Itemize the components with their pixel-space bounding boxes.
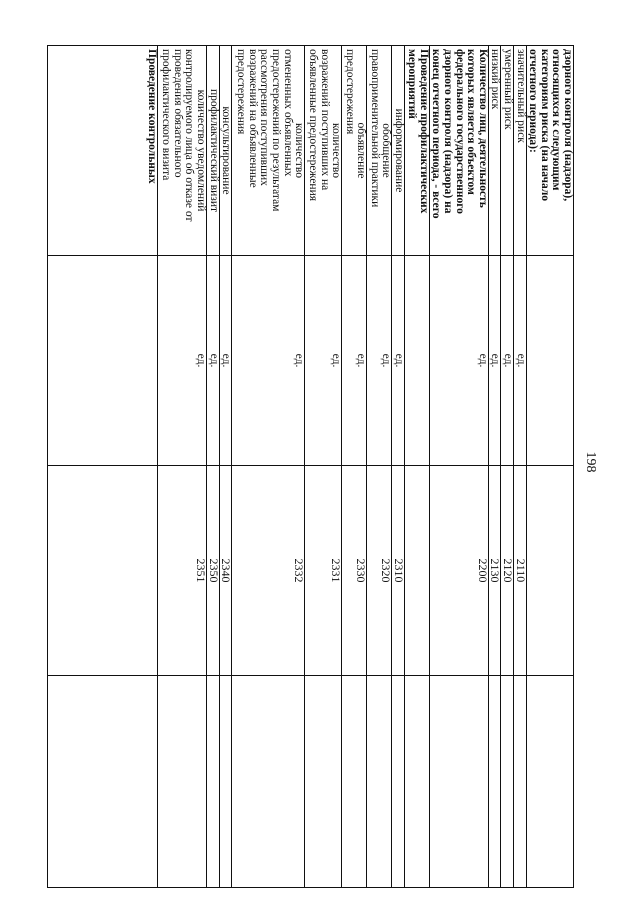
table-row xyxy=(48,46,158,888)
indicator-line: количество xyxy=(293,123,306,178)
table-row xyxy=(367,46,392,888)
unit-cell: ед. xyxy=(429,256,488,466)
value-cell[interactable] xyxy=(501,676,514,888)
value-cell[interactable] xyxy=(404,676,429,888)
unit-cell xyxy=(526,256,573,466)
indicator-line: объявление xyxy=(355,122,368,179)
table-body xyxy=(48,46,574,888)
table-row xyxy=(526,46,573,888)
indicator-line: информирование xyxy=(392,108,405,193)
indicator-line: возражений поступивших на xyxy=(318,49,331,191)
row-code-cell: 2200 xyxy=(429,466,488,676)
indicator-line: дзорного контроля (надзора), xyxy=(562,49,574,202)
row-code-cell xyxy=(48,466,158,676)
table-row xyxy=(158,46,207,888)
indicator-line: относящихся к следующим xyxy=(550,49,563,191)
table-row xyxy=(501,46,514,888)
indicator-cell xyxy=(526,46,573,256)
row-code-cell xyxy=(404,466,429,676)
indicator-line: обобщение xyxy=(380,123,393,178)
row-code-cell: 2340 xyxy=(219,466,232,676)
table-row xyxy=(207,46,220,888)
value-cell[interactable] xyxy=(367,676,392,888)
statistics-form-table xyxy=(47,45,574,888)
unit-cell: ед. xyxy=(232,256,305,466)
indicator-line: профилактический визит xyxy=(207,88,220,213)
unit-cell: ед. xyxy=(392,256,405,466)
indicator-line: правоприменительной практики xyxy=(368,49,381,208)
indicator-line: проведения обязательного xyxy=(171,49,184,178)
indicator-line: Количество лиц, деятельность xyxy=(476,49,489,208)
indicator-line: конец отчетного периода, - всего xyxy=(430,49,443,219)
indicator-line: категориям риска (на начало xyxy=(538,49,551,202)
indicator-cell xyxy=(514,46,527,256)
indicator-cell xyxy=(404,46,429,256)
unit-cell xyxy=(404,256,429,466)
row-code-cell: 2332 xyxy=(232,466,305,676)
indicator-cell xyxy=(429,46,488,256)
unit-cell: ед. xyxy=(501,256,514,466)
indicator-cell xyxy=(219,46,232,256)
indicator-cell xyxy=(158,46,207,256)
unit-cell: ед. xyxy=(219,256,232,466)
indicator-cell xyxy=(392,46,405,256)
table-row xyxy=(392,46,405,888)
table-row xyxy=(404,46,429,888)
indicator-line: низкий риск xyxy=(489,49,502,110)
indicator-line: умеренный риск xyxy=(502,49,515,130)
row-code-cell: 2120 xyxy=(501,466,514,676)
indicator-line: возражений на объявленные xyxy=(246,49,259,188)
indicator-line: предостережения xyxy=(343,49,356,135)
rotated-table-container xyxy=(47,45,574,887)
row-code-cell xyxy=(526,466,573,676)
indicator-line: отмененных объявленных xyxy=(281,49,294,177)
unit-cell xyxy=(48,256,158,466)
indicator-line: количество уведомлений xyxy=(195,89,208,212)
value-cell[interactable] xyxy=(488,676,501,888)
indicator-line: мероприятий xyxy=(406,49,419,119)
row-code-cell: 2110 xyxy=(514,466,527,676)
indicator-cell xyxy=(48,46,158,256)
indicator-line: рассмотрения поступивших xyxy=(258,49,271,186)
table-row xyxy=(232,46,305,888)
row-code-cell: 2320 xyxy=(367,466,392,676)
value-cell[interactable] xyxy=(219,676,232,888)
indicator-line: которых является объектом xyxy=(465,49,478,195)
table-row xyxy=(488,46,501,888)
value-cell[interactable] xyxy=(392,676,405,888)
unit-cell: ед. xyxy=(158,256,207,466)
row-code-cell: 2331 xyxy=(305,466,342,676)
indicator-line: объявленные предостережения xyxy=(307,49,320,202)
row-code-cell: 2130 xyxy=(488,466,501,676)
value-cell[interactable] xyxy=(207,676,220,888)
row-code-cell: 2330 xyxy=(342,466,367,676)
unit-cell: ед. xyxy=(367,256,392,466)
row-code-cell: 2351 xyxy=(158,466,207,676)
table-row xyxy=(514,46,527,888)
table-row xyxy=(429,46,488,888)
indicator-line: предостережений по результатам xyxy=(270,49,283,212)
indicator-line: предостережения xyxy=(235,49,248,135)
indicator-line: Проведение профилактических xyxy=(417,49,430,214)
indicator-cell xyxy=(232,46,305,256)
table-row xyxy=(219,46,232,888)
value-cell[interactable] xyxy=(514,676,527,888)
value-cell[interactable] xyxy=(48,676,158,888)
indicator-line: федерального государственного xyxy=(453,49,466,214)
indicator-line: консультирование xyxy=(220,106,233,195)
value-cell[interactable] xyxy=(429,676,488,888)
table-row xyxy=(342,46,367,888)
indicator-line: отчетного периода): xyxy=(527,49,540,153)
indicator-cell xyxy=(488,46,501,256)
page-number: 198 xyxy=(583,451,598,473)
unit-cell: ед. xyxy=(342,256,367,466)
value-cell[interactable] xyxy=(526,676,573,888)
unit-cell: ед. xyxy=(305,256,342,466)
unit-cell: ед. xyxy=(488,256,501,466)
unit-cell: ед. xyxy=(514,256,527,466)
unit-cell: ед. xyxy=(207,256,220,466)
row-code-cell: 2350 xyxy=(207,466,220,676)
indicator-line: дзорного контроля (надзора) на xyxy=(442,49,455,214)
indicator-cell xyxy=(367,46,392,256)
indicator-cell xyxy=(305,46,342,256)
value-cell[interactable] xyxy=(158,676,207,888)
indicator-line: контролируемого лица об отказе от xyxy=(183,49,196,222)
value-cell[interactable] xyxy=(305,676,342,888)
indicator-cell xyxy=(501,46,514,256)
indicator-cell xyxy=(342,46,367,256)
indicator-cell xyxy=(207,46,220,256)
table-row xyxy=(305,46,342,888)
indicator-line: профилактического визита xyxy=(160,49,173,181)
indicator-line: значительный риск xyxy=(514,49,527,143)
row-code-cell: 2310 xyxy=(392,466,405,676)
value-cell[interactable] xyxy=(232,676,305,888)
indicator-line: количество xyxy=(330,123,343,178)
indicator-line: Проведение контрольных xyxy=(146,49,159,184)
value-cell[interactable] xyxy=(342,676,367,888)
